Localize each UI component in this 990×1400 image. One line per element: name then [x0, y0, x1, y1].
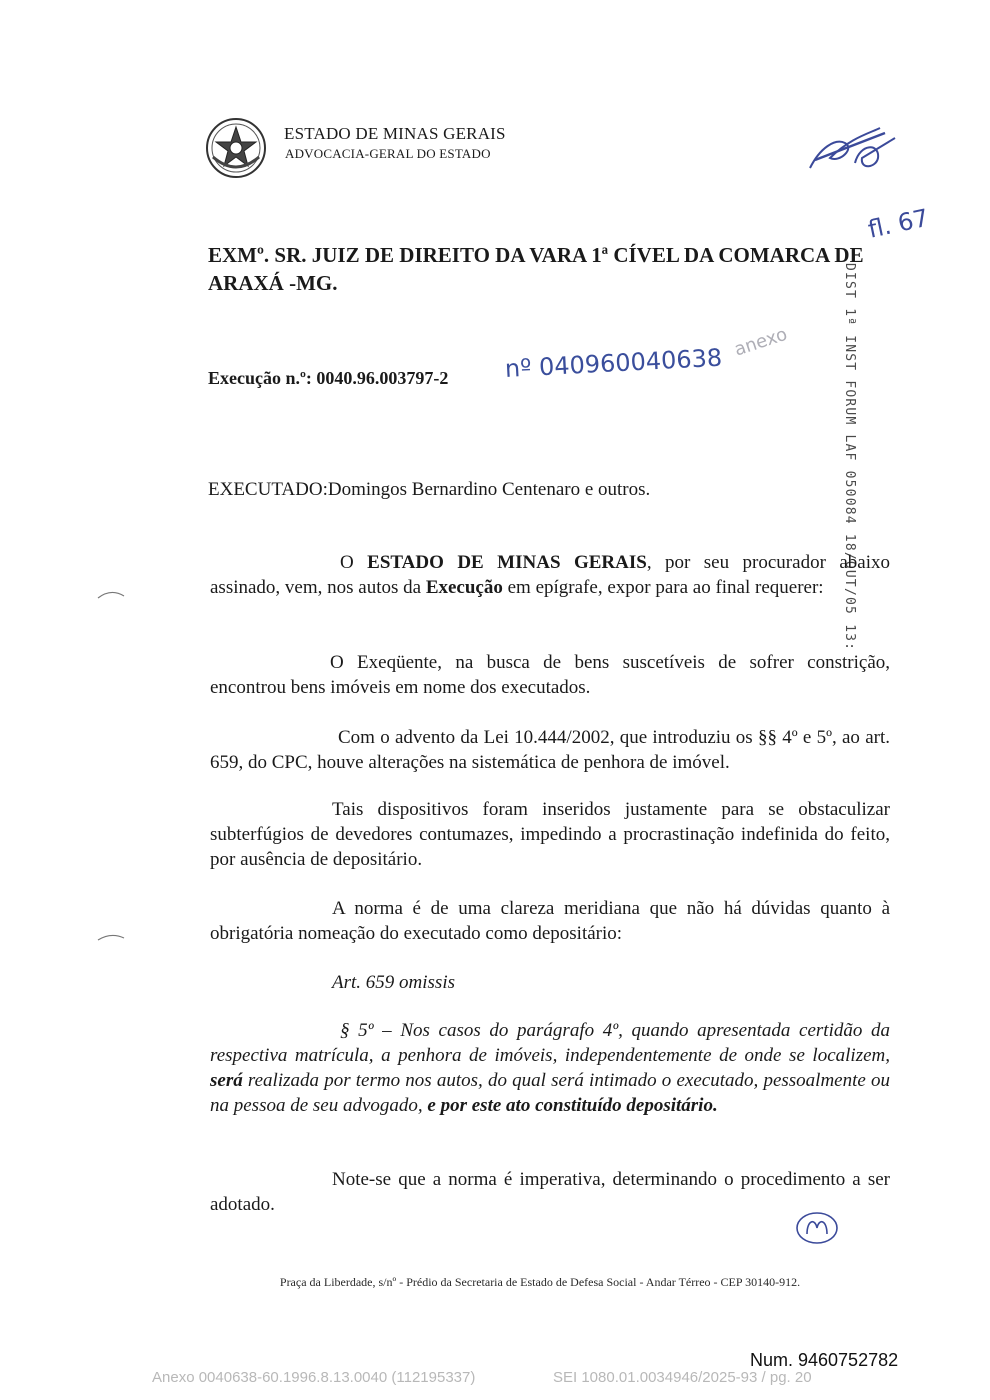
footer-address: Praça da Liberdade, s/nº - Prédio da Secretaria de Estado de Defesa Social - Andar Térreo - CEP 30140-912. [279, 1275, 801, 1289]
p1-e: em epígrafe, expor para ao final requerer: [502, 577, 824, 598]
margin-note-folio [862, 195, 942, 245]
margin-note-text: fl. 67 [865, 203, 932, 244]
document-number: Num. 9460752782 [750, 1350, 899, 1370]
sei-reference: SEI 1080.01.0034946/2025-93 / pg. 20 [553, 1369, 812, 1386]
executed-party: EXECUTADO:Domingos Bernardino Centenaro e outros. [208, 479, 651, 500]
handwritten-rubric-icon [800, 108, 910, 188]
paragraph-intro [210, 550, 890, 600]
paragraph-2: O Exeqüente, na busca de bens suscetíveis de sofrer constrição, encontrou bens imóveis em nome dos executados. [210, 652, 890, 698]
punch-mark-icon [96, 588, 126, 602]
paragraph-quote [210, 1018, 890, 1118]
paragraph-8: Note-se que a norma é imperativa, determinando o procedimento a ser adotado. [210, 1169, 890, 1215]
state-name: ESTADO DE MINAS GERAIS [284, 124, 506, 143]
p7-a: § 5º – Nos casos do parágrafo 4º, quando apresentada certidão da respectiva matrícula, a penhora de imóveis, independentemente de onde se localizem, [210, 1020, 890, 1066]
agency-name: ADVOCACIA-GERAL DO ESTADO [285, 146, 491, 161]
initials-rubric-icon [793, 1208, 843, 1248]
handwritten-process-number: nº 040960040638 [504, 343, 723, 383]
execution-number: Execução n.º: 0040.96.003797-2 [208, 368, 449, 388]
handwritten-annex-note: anexo [731, 323, 790, 361]
p1-execution: Execução [425, 577, 503, 598]
p1-a: O [340, 552, 368, 573]
addressee: EXMº. SR. JUIZ DE DIREITO DA VARA 1ª CÍVEL DA COMARCA DE ARAXÁ -MG. [208, 243, 864, 295]
state-seal-icon [205, 117, 267, 179]
p7-c: realizada por termo nos autos, do qual será intimado o executado, pessoalmente ou na pessoa de seu advogado, [210, 1070, 890, 1116]
p1-c: , por seu procurador abaixo assinado, vem, nos autos da [210, 552, 890, 598]
p1-state: ESTADO DE MINAS GERAIS [367, 552, 647, 573]
paragraph-3: Com o advento da Lei 10.444/2002, que introduziu os §§ 4º e 5º, ao art. 659, do CPC, houve alterações na sistemática de penhora de imóvel. [210, 727, 890, 773]
paragraph-5: A norma é de uma clareza meridiana que não há dúvidas quanto à obrigatória nomeação do executado como depositário: [210, 898, 890, 944]
paragraph-4: Tais dispositivos foram inseridos justamente para se obstaculizar subterfúgios de devedores contumazes, impedindo a procrastinação indefinida do feito, por ausência de depositário. [210, 799, 890, 870]
p7-depositario: e por este ato constituído depositário. [427, 1095, 718, 1116]
punch-mark-icon [96, 930, 126, 944]
p7-sera: será [210, 1070, 243, 1091]
paragraph-article: Art. 659 omissis [332, 972, 455, 993]
annex-reference: Anexo 0040638-60.1996.8.13.0040 (112195337) [152, 1369, 476, 1386]
protocol-stamp: DIST 1ª INST FORUM LAF 050084 18/OUT/05 13: [842, 263, 857, 652]
